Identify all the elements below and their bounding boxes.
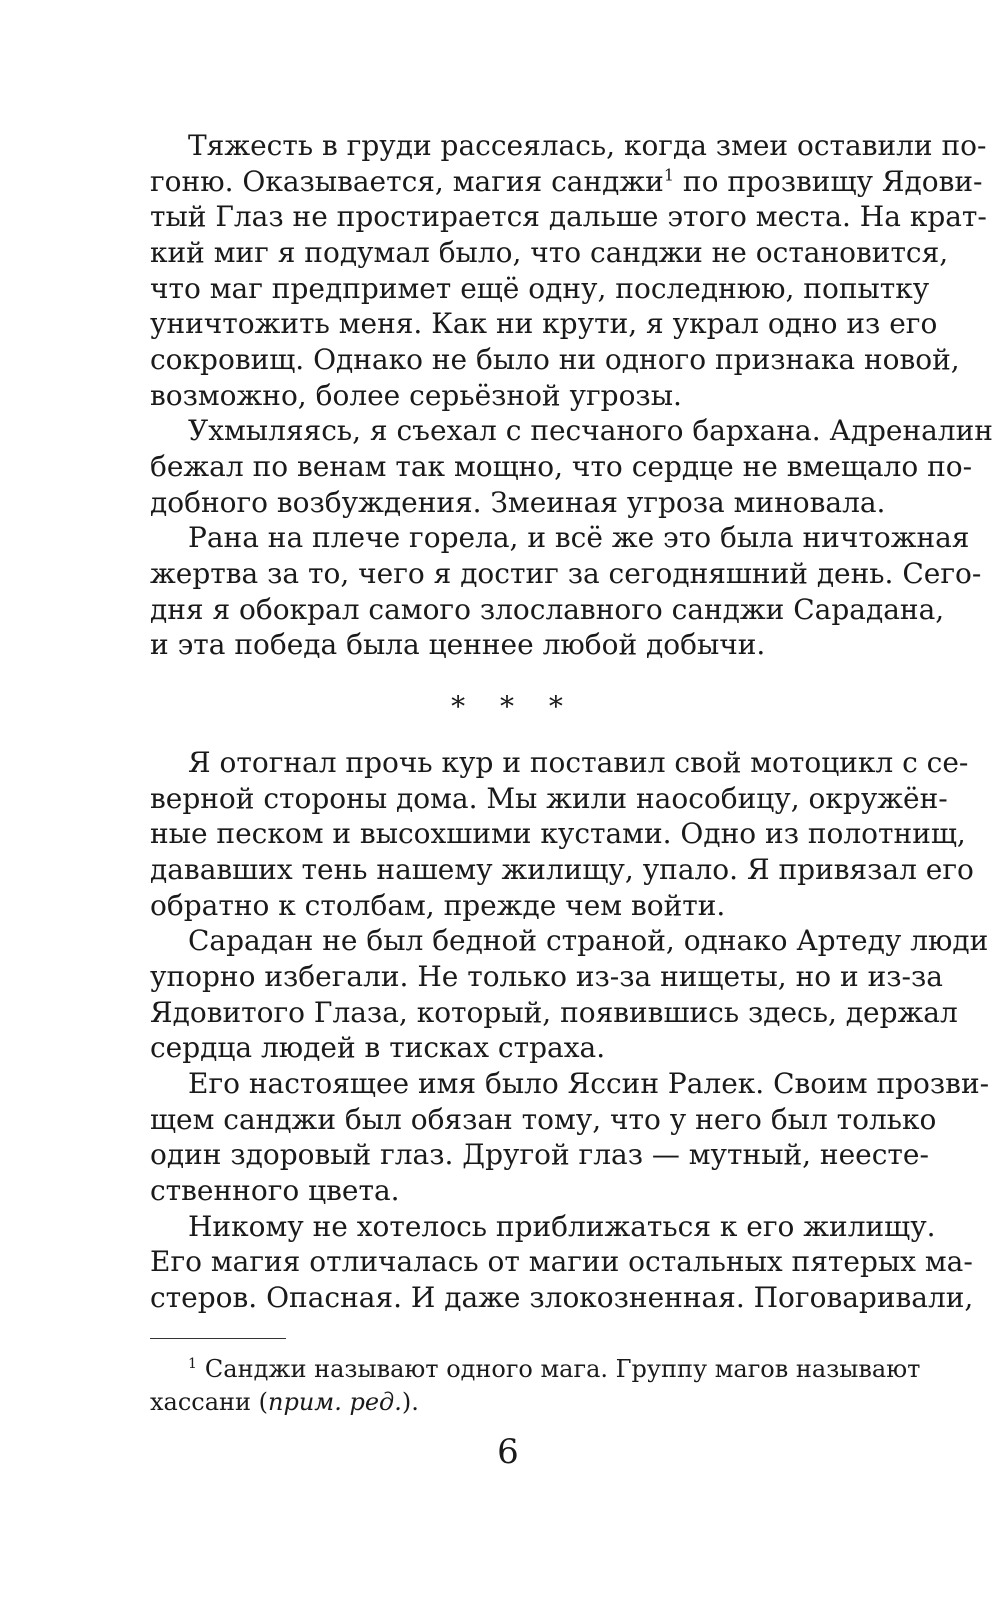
text-line: дававших тень нашему жилищу, упало. Я привязал его [150,853,974,886]
footnote-reference: 1 [663,165,674,185]
text-line: верной стороны дома. Мы жили наособицу, окружён- [150,782,948,815]
text-line [150,164,983,200]
footnote-line [150,1385,866,1419]
footnote-text: Санджи называют одного мага. Группу магов называют [204,1355,921,1383]
footnote-line [188,1352,921,1386]
text-line: ственного цвета. [150,1174,400,1207]
text-line: уничтожить меня. Как ни крути, я украл одно из его [150,307,938,340]
section-separator: * * * [451,690,565,723]
text-line: Сарадан не был бедной страной, однако Артеду люди [188,924,989,957]
text-line: Никому не хотелось приближаться к его жилищу. [188,1210,936,1243]
text-line: сокровищ. Однако не было ни одного признака новой, [150,343,960,376]
text-fragment: гоню. Оказывается, магия санджи [150,165,664,198]
text-line: что маг предпримет ещё одну, последнюю, попытку [150,272,930,305]
text-line: дня я обокрал самого злославного санджи Сарадана, [150,593,945,626]
text-line: обратно к столбам, прежде чем войти. [150,889,726,922]
text-line: упорно избегали. Не только из-за нищеты, но и из-за [150,960,943,993]
text-line: жертва за то, чего я достиг за сегодняшний день. Сего- [150,557,982,590]
text-line: и эта победа была ценнее любой добычи. [150,628,766,661]
text-line: Ядовитого Глаза, который, появившись здесь, держал [150,996,958,1029]
text-line: кий миг я подумал было, что санджи не остановится, [150,236,949,269]
text-line: Рана на плече горела, и всё же это была ничтожная [188,521,970,554]
footnote-text: хассани ( [150,1388,269,1416]
footnote-editor-note: прим. ред. [268,1388,402,1416]
book-page [150,0,993,1616]
text-line: один здоровый глаз. Другой глаз — мутный, неесте- [150,1138,929,1171]
text-line: Я отогнал прочь кур и поставил свой мотоцикл с се- [188,746,969,779]
text-line: стеров. Опасная. И даже злокозненная. Поговаривали, [150,1281,974,1314]
footnote-text: ). [401,1388,419,1416]
footnote-divider [150,1338,286,1339]
text-line: возможно, более серьёзной угрозы. [150,379,682,412]
text-line: бежал по венам так мощно, что сердце не вмещало по- [150,450,973,483]
text-line: Его настоящее имя было Яссин Ралек. Своим прозви- [188,1067,990,1100]
text-line: Ухмыляясь, я съехал с песчаного бархана. Адреналин [188,414,993,447]
text-line: сердца людей в тисках страха. [150,1031,606,1064]
text-line: щем санджи был обязан тому, что у него был только [150,1103,937,1136]
text-line: ные песком и высохшими кустами. Одно из полотнищ, [150,817,966,850]
page-number: 6 [497,1432,519,1472]
text-line: тый Глаз не простирается дальше этого места. На крат- [150,200,987,233]
text-line: Его магия отличалась от магии остальных пятерых ма- [150,1245,973,1278]
text-line: добного возбуждения. Змеиная угроза миновала. [150,486,886,519]
text-line: Тяжесть в груди рассеялась, когда змеи оставили по- [188,129,987,162]
footnote-number: 1 [188,1356,197,1372]
text-fragment: по прозвищу Ядови- [674,165,983,198]
